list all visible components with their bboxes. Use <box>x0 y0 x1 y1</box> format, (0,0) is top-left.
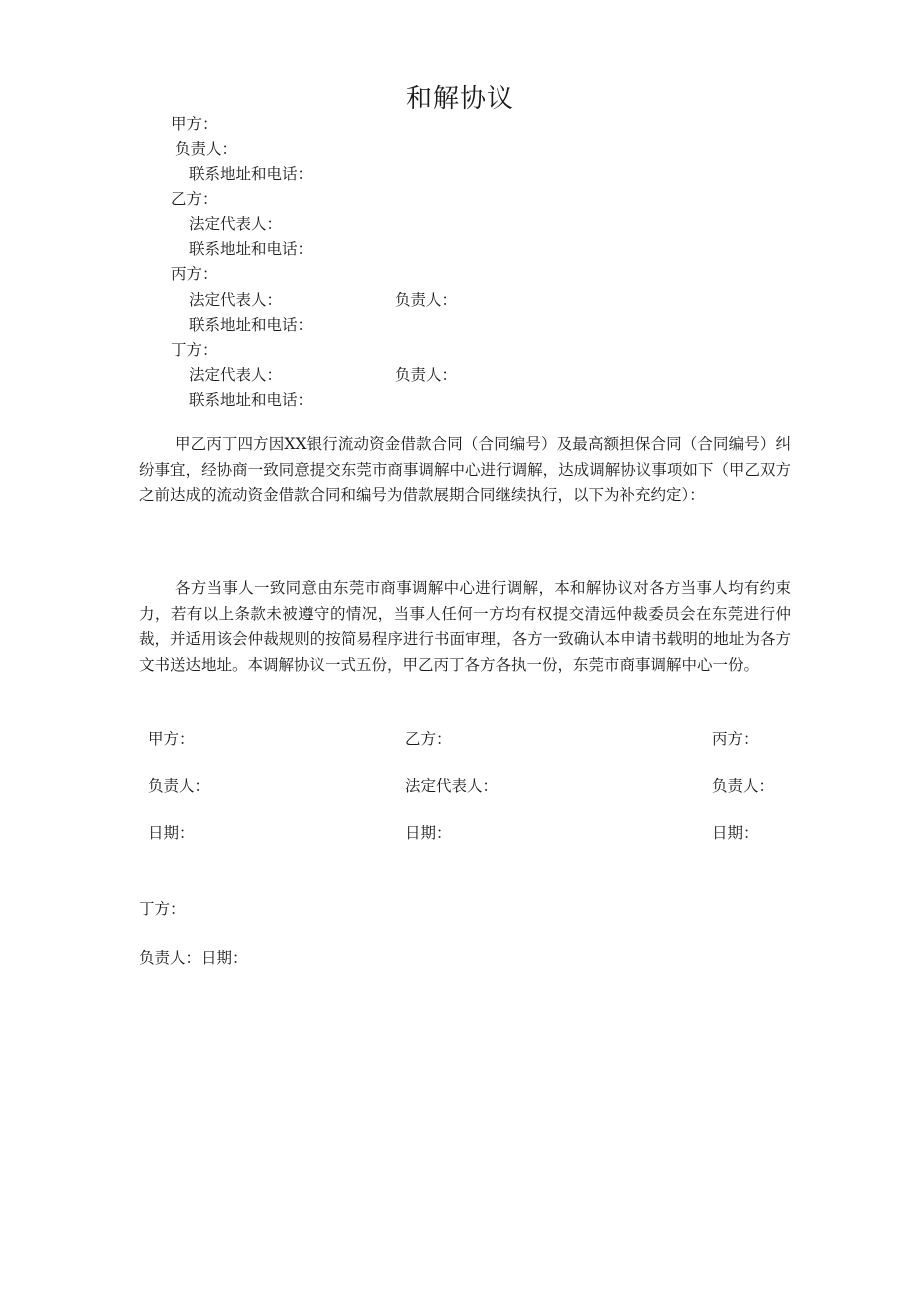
sig-jia-label: 甲方： <box>148 730 195 748</box>
sig-jia-person: 负责人： <box>148 777 211 795</box>
party-jia-address: 联系地址和电话： <box>189 165 314 183</box>
sig-yi-person: 法定代表人： <box>405 777 499 795</box>
sig-ding-person-date: 负责人：日期： <box>139 949 248 967</box>
sig-ding-label: 丁方： <box>139 900 186 918</box>
party-ding-fuzeren: 负责人： <box>395 366 458 384</box>
party-ding-legal-rep: 法定代表人： <box>189 366 283 384</box>
sig-bing-person: 负责人： <box>712 777 775 795</box>
party-ding-label: 丁方： <box>171 341 218 359</box>
party-bing-fuzeren: 负责人： <box>395 291 458 309</box>
party-jia-label: 甲方： <box>171 115 218 133</box>
sig-bing-label: 丙方： <box>712 730 759 748</box>
sig-jia-date: 日期： <box>148 824 195 842</box>
sig-yi-date: 日期： <box>405 824 452 842</box>
binding-paragraph: 各方当事人一致同意由东莞市商事调解中心进行调解，本和解协议对各方当事人均有约束力，若有以上条款未被遵守的情况，当事人任何一方均有权提交清远仲裁委员会在东莞进行仲裁，并适用该会仲裁规则的按简易程序进行书面审理，各方一致确认本申请书载明的地址为各方文书送达地址。本调解协议一式五份，甲乙丙丁各方各执一份，东莞市商事调解中心一份。 <box>139 579 791 674</box>
party-jia-fuzeren: 负责人： <box>175 140 238 158</box>
sig-yi-label: 乙方： <box>405 730 452 748</box>
intro-paragraph: 甲乙丙丁四方因XX银行流动资金借款合同（合同编号）及最高额担保合同（合同编号）纠纷事宜，经协商一致同意提交东莞市商事调解中心进行调解，达成调解协议事项如下（甲乙双方之前达成的流动资金借款合同和编号为借款展期合同继续执行，以下为补充约定）： <box>139 435 791 504</box>
party-ding-address: 联系地址和电话： <box>189 391 314 409</box>
document-title: 和解协议 <box>405 84 514 114</box>
sig-bing-date: 日期： <box>712 824 759 842</box>
party-yi-label: 乙方： <box>171 190 218 208</box>
party-yi-legal-rep: 法定代表人： <box>189 215 283 233</box>
party-bing-address: 联系地址和电话： <box>189 316 314 334</box>
party-yi-address: 联系地址和电话： <box>189 240 314 258</box>
party-bing-label: 丙方： <box>171 265 218 283</box>
party-bing-legal-rep: 法定代表人： <box>189 291 283 309</box>
